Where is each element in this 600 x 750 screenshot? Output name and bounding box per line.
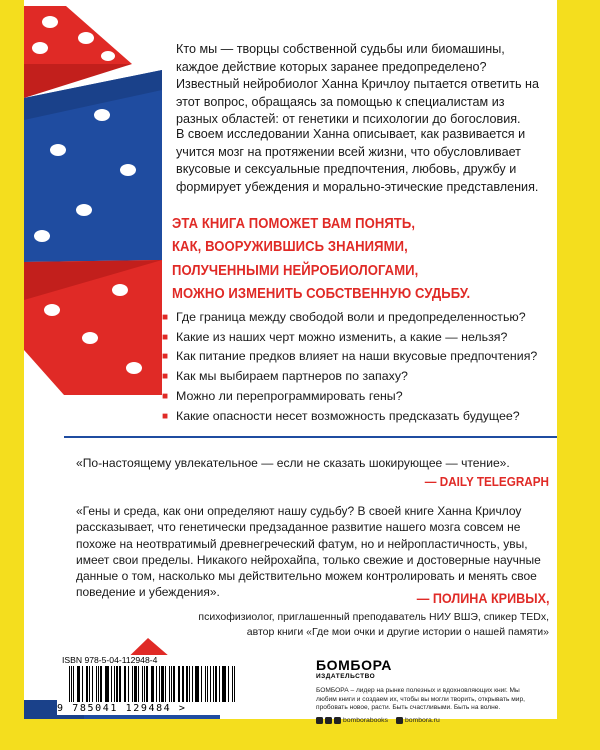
- list-item: [162, 347, 537, 367]
- section-divider: [64, 436, 557, 438]
- barcode-bar: [213, 666, 214, 702]
- barcode-bar: [138, 666, 139, 702]
- barcode-bar: [179, 666, 180, 702]
- publisher-tagline: БОМБОРА – лидер на рынке полезных и вдохновляющих книг. Мы любим книги и создаем их, чтобы вы могли творить, открывать мир, пробовать новое, расти. Быть счастливыми. Быть на волне.: [316, 687, 525, 712]
- die-pip: [76, 204, 92, 216]
- barcode-bar: [134, 666, 137, 702]
- barcode-bar: [205, 666, 207, 702]
- barcode-bar: [171, 666, 172, 702]
- youtube-icon: [325, 717, 332, 724]
- barcode-bar: [142, 666, 143, 702]
- die-pip: [42, 16, 58, 28]
- barcode-bar: [182, 666, 184, 702]
- publisher-logo: БОМБОРА: [316, 657, 392, 673]
- review-quote-2: «Гены и среда, как они определяют нашу судьбу? В своей книге Ханна Кричлоу рассказывает, что генетически предзаданное развитие нашего мозга совсем не похоже на неотвратимый древнегреческий фатум, но и нейропластичность, увы, имеет свои пределы. Никакого нейрохайпа, только свежие и достоверные научные данные о том, насколько мы действительно можем контролировать и менять свое поведение и убеждения».: [76, 504, 541, 600]
- barcode-bar: [82, 666, 83, 702]
- barcode-bar: [144, 666, 145, 702]
- bullet-icon: ■: [162, 390, 169, 402]
- die-pip: [112, 284, 128, 296]
- barcode-bar: [222, 666, 225, 702]
- intro-paragraph-1: Кто мы — творцы собственной судьбы или биомашины, каждое действие которых заранее предопределено? Известный нейробиолог Ханна Кричлоу пытается ответить на этот вопрос, обращаясь за помощью к специалистам из разных областей: от генетики и психологии до богословия.: [176, 42, 539, 127]
- social-handle[interactable]: bomborabooks: [343, 716, 388, 724]
- die-pip: [101, 51, 115, 61]
- barcode-bar: [152, 666, 154, 702]
- telegram-icon: [334, 717, 341, 724]
- die-pip: [94, 109, 110, 121]
- barcode-bar: [146, 666, 148, 702]
- question-text: Можно ли перепрограммировать гены?: [176, 388, 403, 403]
- barcode-bar: [111, 666, 112, 702]
- website-link[interactable]: bombora.ru: [404, 716, 440, 724]
- list-item: [162, 367, 537, 387]
- barcode-bar: [92, 666, 94, 702]
- barcode-bar: [105, 666, 106, 702]
- barcode-digits: 9 785041 129484 >: [57, 703, 187, 714]
- headline-line: ЭТА КНИГА ПОМОЖЕТ ВАМ ПОНЯТЬ,: [172, 215, 416, 232]
- red-die-top-face: [24, 6, 132, 64]
- barcode-bar: [234, 666, 235, 702]
- publisher-subtitle: ИЗДАТЕЛЬСТВО: [316, 673, 376, 680]
- barcode-bar: [77, 666, 79, 702]
- headline-line: ПОЛУЧЕННЫМИ НЕЙРОБИОЛОГАМИ,: [172, 261, 419, 279]
- barcode-bar: [128, 666, 129, 702]
- question-text: Где граница между свободой воли и предопределенностью?: [176, 310, 526, 324]
- isbn-block: [57, 655, 247, 715]
- bullet-icon: ■: [162, 312, 169, 323]
- barcode-bar: [178, 666, 179, 702]
- review-attribution-2: — ПОЛИНА КРИВЫХ,: [416, 590, 549, 606]
- bullet-icon: ■: [162, 331, 169, 343]
- cover-panel: [24, 0, 557, 724]
- headline: [172, 212, 499, 305]
- barcode-bar: [71, 666, 72, 702]
- die-pip: [50, 144, 66, 156]
- barcode-bar: [207, 666, 208, 702]
- publisher-block: [316, 658, 536, 724]
- barcode-bar: [159, 666, 160, 702]
- barcode-bar: [165, 666, 166, 702]
- credit-line: автор книги «Где мои очки и другие истории о нашей памяти»: [246, 626, 549, 638]
- barcode-bar: [161, 666, 164, 702]
- barcode-bar: [173, 666, 175, 702]
- publisher-links: [316, 717, 536, 724]
- barcode-bar: [119, 666, 121, 702]
- reviewer-credentials: [149, 610, 549, 640]
- barcode-bar: [69, 666, 70, 702]
- barcode-bar: [195, 666, 198, 702]
- die-pip: [32, 42, 48, 54]
- barcode-bar: [192, 666, 193, 702]
- barcode: [69, 666, 237, 702]
- barcode-bar: [98, 666, 99, 702]
- list-item: [162, 328, 537, 348]
- die-pip: [126, 362, 142, 374]
- barcode-bar: [156, 666, 157, 702]
- headline-line: МОЖНО ИЗМЕНИТЬ СОБСТВЕННУЮ СУДЬБУ.: [172, 284, 471, 302]
- bullet-icon: ■: [162, 351, 169, 363]
- intro-paragraph-2: В своем исследовании Ханна описывает, как развивается и учится мозг на протяжении всей жизни, что обусловливает вкусовые и сексуальные предпочтения, любовь, дружбу и формирует убеждения и морально-этические представления.: [176, 127, 539, 194]
- die-pip: [34, 230, 50, 242]
- barcode-bar: [210, 666, 211, 702]
- die-pip: [82, 332, 98, 344]
- bullet-icon: ■: [162, 371, 169, 383]
- barcode-bar: [169, 666, 170, 702]
- barcode-bar: [125, 666, 126, 702]
- question-text: Как питание предков влияет на наши вкусовые предпочтения?: [176, 349, 538, 364]
- credit-line: психофизиолог, приглашенный преподаватель НИУ ВШЭ, спикер TEDx,: [198, 611, 549, 623]
- question-text: Какие из наших черт можно изменить, а какие — нельзя?: [176, 329, 508, 344]
- barcode-bar: [73, 666, 74, 702]
- barcode-bar: [219, 666, 220, 702]
- barcode-bar: [225, 666, 226, 702]
- barcode-bar: [86, 666, 89, 702]
- barcode-bar: [79, 666, 80, 702]
- headline-line: КАК, ВООРУЖИВШИСЬ ЗНАНИЯМИ,: [172, 238, 408, 256]
- barcode-bar: [232, 666, 234, 702]
- barcode-bar: [96, 666, 97, 702]
- question-list: [162, 308, 537, 426]
- die-pip: [78, 32, 94, 44]
- isbn-label: ISBN 978-5-04-112948-4: [62, 655, 158, 665]
- barcode-bar: [89, 666, 90, 702]
- barcode-bar: [114, 666, 115, 702]
- barcode-bar: [116, 666, 118, 702]
- barcode-bar: [198, 666, 199, 702]
- question-text: Как мы выбираем партнеров по запаху?: [176, 369, 408, 384]
- bullet-icon: ■: [162, 410, 169, 422]
- vk-icon: [316, 717, 323, 724]
- barcode-bar: [106, 666, 109, 702]
- die-pip: [120, 164, 136, 176]
- review-quote-1: «По-настоящему увлекательное — если не сказать шокирующее — чтение».: [76, 456, 510, 470]
- review-attribution-1: — DAILY TELEGRAPH: [424, 474, 549, 489]
- barcode-bar: [124, 666, 125, 702]
- barcode-bar: [100, 666, 102, 702]
- barcode-bar: [132, 666, 134, 702]
- list-item: [162, 407, 537, 427]
- barcode-bar: [151, 666, 152, 702]
- list-item: [162, 308, 537, 328]
- barcode-bar: [201, 666, 202, 702]
- die-pip: [44, 304, 60, 316]
- barcode-bar: [186, 666, 188, 702]
- list-item: [162, 387, 537, 407]
- question-text: Какие опасности несет возможность предсказать будущее?: [176, 408, 520, 423]
- barcode-bar: [215, 666, 217, 702]
- barcode-bar: [189, 666, 190, 702]
- globe-icon: [396, 717, 403, 724]
- barcode-bar: [228, 666, 229, 702]
